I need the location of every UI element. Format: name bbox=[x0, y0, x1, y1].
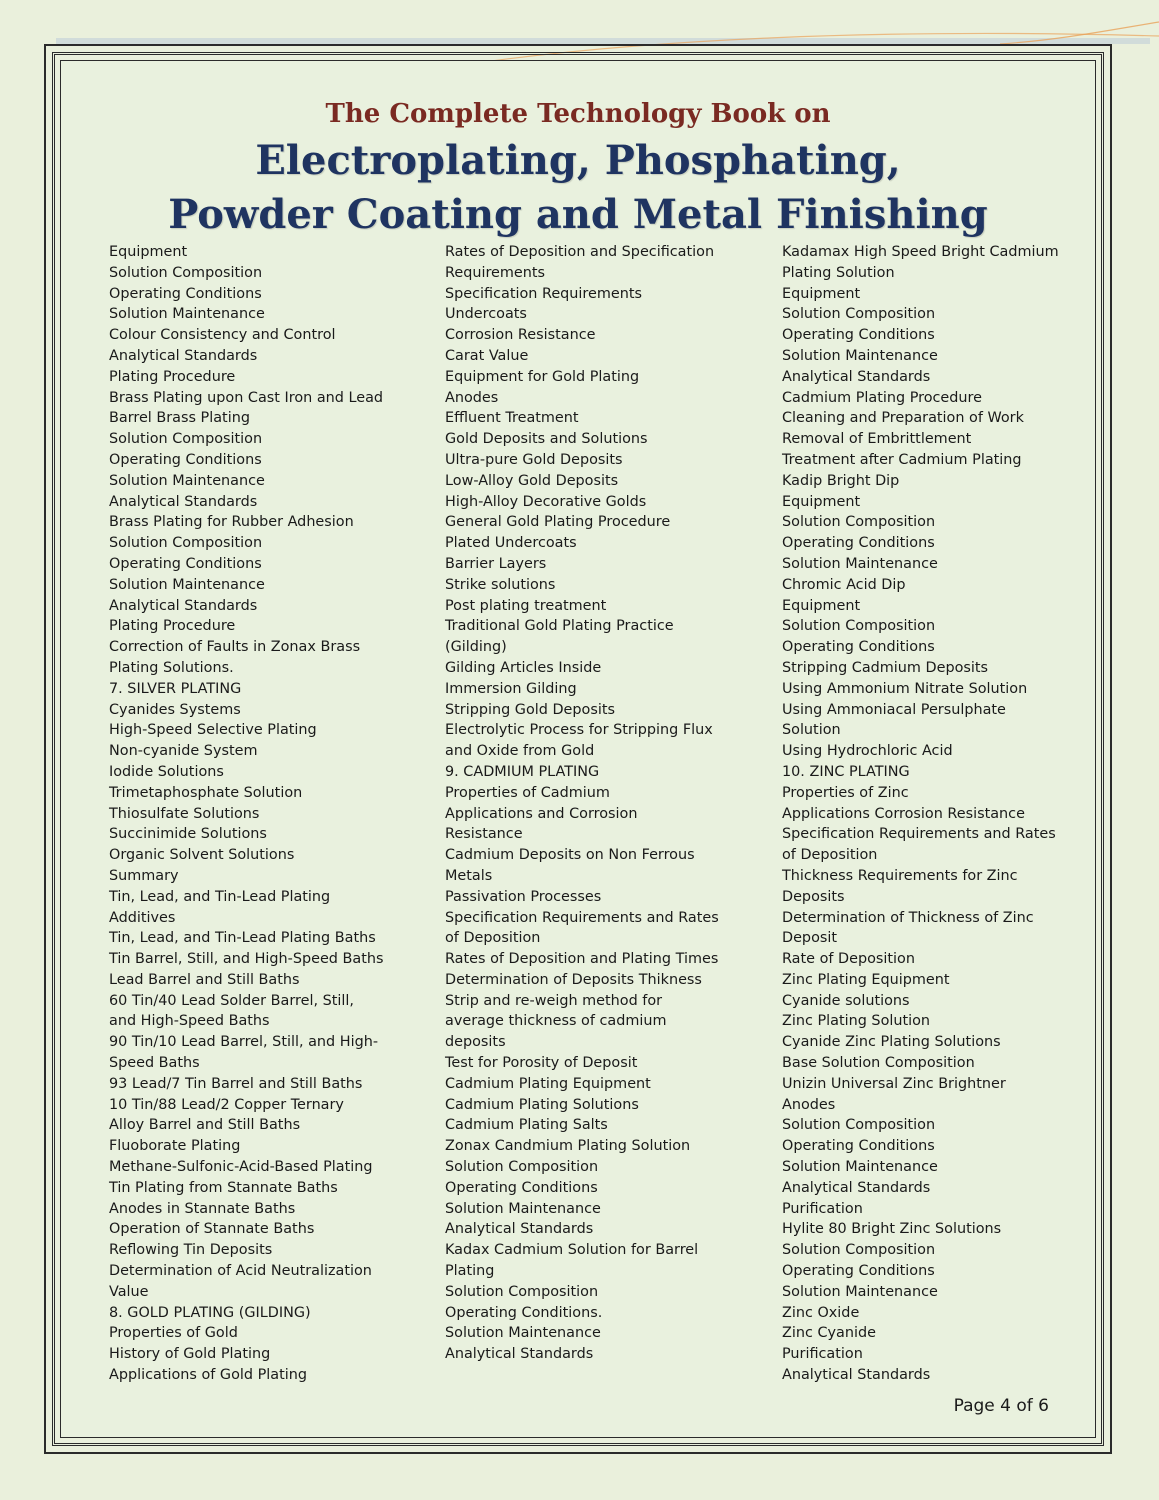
contents-entry: Stripping Gold Deposits bbox=[445, 701, 615, 718]
contents-entry: average thickness of cadmium bbox=[445, 1013, 667, 1030]
contents-entry: Deposits bbox=[782, 888, 845, 905]
contents-entry: Plating Procedure bbox=[109, 368, 236, 385]
contents-entry: Equipment bbox=[782, 493, 861, 510]
contents-entry: Tin Plating from Stannate Baths bbox=[109, 1179, 338, 1196]
contents-entry: Analytical Standards bbox=[109, 493, 258, 510]
contents-entry: Removal of Embrittlement bbox=[782, 431, 972, 448]
book-title-line-2: Powder Coating and Metal Finishing bbox=[168, 191, 988, 238]
contents-entry: Cadmium Deposits on Non Ferrous bbox=[445, 847, 695, 864]
contents-entry: Thickness Requirements for Zinc bbox=[782, 867, 1018, 884]
contents-entry: Solution Composition bbox=[109, 535, 263, 552]
contents-entry: Plating bbox=[445, 1263, 495, 1280]
contents-entry: Colour Consistency and Control bbox=[109, 327, 336, 344]
contents-entry: Operating Conditions bbox=[109, 451, 262, 468]
contents-entry: Specification Requirements and Rates bbox=[445, 909, 719, 926]
contents-entry: Plating Solution bbox=[782, 264, 895, 281]
contents-column-1 bbox=[109, 242, 409, 1386]
contents-entry: Operating Conditions bbox=[782, 535, 935, 552]
contents-entry: Kadip Bright Dip bbox=[782, 472, 900, 489]
contents-entry: Brass Plating upon Cast Iron and Lead bbox=[109, 389, 384, 406]
contents-entry: Solution Composition bbox=[445, 1283, 599, 1300]
contents-entry: Analytical Standards bbox=[109, 597, 258, 614]
contents-entry: Cadmium Plating Equipment bbox=[445, 1075, 651, 1092]
contents-entry: Plating Solutions. bbox=[109, 659, 234, 676]
contents-entry: Unizin Universal Zinc Brightner bbox=[782, 1075, 1006, 1092]
contents-entry: 9. CADMIUM PLATING bbox=[445, 763, 600, 780]
contents-entry: Correction of Faults in Zonax Brass bbox=[109, 639, 361, 656]
contents-entry: Metals bbox=[445, 867, 493, 884]
contents-entry: Low-Alloy Gold Deposits bbox=[445, 472, 619, 489]
contents-entry: Chromic Acid Dip bbox=[782, 576, 906, 593]
contents-entry: History of Gold Plating bbox=[109, 1346, 271, 1363]
contents-entry: Fluoborate Plating bbox=[109, 1138, 241, 1155]
contents-entry: Solution Maintenance bbox=[782, 347, 938, 364]
contents-entry: Iodide Solutions bbox=[109, 763, 224, 780]
contents-entry: Determination of Thickness of Zinc bbox=[782, 909, 1034, 926]
contents-entry: Base Solution Composition bbox=[782, 1055, 975, 1072]
contents-entry: Solution Maintenance bbox=[782, 555, 938, 572]
contents-entry: Zinc Cyanide bbox=[782, 1325, 876, 1342]
contents-entry: Tin, Lead, and Tin-Lead Plating bbox=[109, 888, 331, 905]
contents-entry: Trimetaphosphate Solution bbox=[109, 784, 303, 801]
page-header bbox=[60, 94, 1096, 242]
contents-entry: 60 Tin/40 Lead Solder Barrel, Still, bbox=[109, 992, 354, 1009]
contents-entry: Tin Barrel, Still, and High-Speed Baths bbox=[109, 951, 384, 968]
contents-entry: Solution bbox=[782, 722, 841, 739]
book-pre-title: The Complete Technology Book on bbox=[325, 99, 831, 129]
contents-entry: Using Ammonium Nitrate Solution bbox=[782, 680, 1028, 697]
contents-entry: Operating Conditions bbox=[109, 285, 262, 302]
contents-entry: Operating Conditions bbox=[445, 1179, 598, 1196]
contents-entry: Strip and re-weigh method for bbox=[445, 992, 663, 1009]
contents-entry: and High-Speed Baths bbox=[109, 1013, 270, 1030]
contents-entry: Requirements bbox=[445, 264, 546, 281]
contents-entry: Solution Maintenance bbox=[445, 1200, 601, 1217]
contents-entry: Corrosion Resistance bbox=[445, 327, 596, 344]
contents-entry: High-Speed Selective Plating bbox=[109, 722, 317, 739]
contents-entry: Barrel Brass Plating bbox=[109, 410, 250, 427]
contents-entry: 93 Lead/7 Tin Barrel and Still Baths bbox=[109, 1075, 363, 1092]
contents-entry: Gold Deposits and Solutions bbox=[445, 431, 648, 448]
contents-entry: Additives bbox=[109, 909, 176, 926]
contents-entry: Solution Composition bbox=[109, 431, 263, 448]
contents-entry: (Gilding) bbox=[445, 639, 507, 656]
contents-entry: Reflowing Tin Deposits bbox=[109, 1242, 273, 1259]
contents-entry: Plating Procedure bbox=[109, 618, 236, 635]
contents-entry: Treatment after Cadmium Plating bbox=[782, 451, 1022, 468]
contents-entry: Deposit bbox=[782, 930, 838, 947]
contents-entry: Value bbox=[109, 1283, 149, 1300]
contents-entry: Plated Undercoats bbox=[445, 535, 577, 552]
contents-entry: of Deposition bbox=[445, 930, 541, 947]
contents-entry: Cleaning and Preparation of Work bbox=[782, 410, 1024, 427]
contents-entry: Solution Composition bbox=[445, 1159, 599, 1176]
contents-entry: Solution Maintenance bbox=[109, 306, 265, 323]
contents-entry: Determination of Deposits Thikness bbox=[445, 971, 702, 988]
page-number: Page 4 of 6 bbox=[953, 1396, 1049, 1416]
contents-entry: Methane-Sulfonic-Acid-Based Plating bbox=[109, 1159, 373, 1176]
contents-entry: Properties of Cadmium bbox=[445, 784, 610, 801]
contents-entry: Stripping Cadmium Deposits bbox=[782, 659, 989, 676]
contents-entry: Succinimide Solutions bbox=[109, 826, 267, 843]
contents-entry: Operating Conditions bbox=[782, 639, 935, 656]
contents-entry: Cyanide Zinc Plating Solutions bbox=[782, 1034, 1001, 1051]
contents-entry: Analytical Standards bbox=[445, 1221, 594, 1238]
contents-entry: High-Alloy Decorative Golds bbox=[445, 493, 647, 510]
contents-entry: Equipment bbox=[782, 285, 861, 302]
contents-entry: Analytical Standards bbox=[782, 1179, 931, 1196]
contents-entry: of Deposition bbox=[782, 847, 878, 864]
contents-entry: Electrolytic Process for Stripping Flux bbox=[445, 722, 713, 739]
contents-entry: Anodes bbox=[782, 1096, 836, 1113]
contents-entry: Operating Conditions bbox=[109, 555, 262, 572]
contents-entry: Equipment bbox=[109, 244, 188, 260]
contents-entry: Carat Value bbox=[445, 347, 529, 364]
contents-entry: Undercoats bbox=[445, 306, 527, 323]
contents-entry: Equipment for Gold Plating bbox=[445, 368, 640, 385]
contents-entry: 90 Tin/10 Lead Barrel, Still, and High- bbox=[109, 1034, 379, 1051]
contents-entry: Zinc Plating Solution bbox=[782, 1013, 931, 1030]
contents-entry: 10. ZINC PLATING bbox=[782, 763, 910, 780]
contents-entry: Properties of Zinc bbox=[782, 784, 909, 801]
contents-entry: Cadmium Plating Solutions bbox=[445, 1096, 639, 1113]
contents-entry: Zinc Oxide bbox=[782, 1304, 860, 1321]
contents-entry: Analytical Standards bbox=[109, 347, 258, 364]
contents-entry: Determination of Acid Neutralization bbox=[109, 1263, 372, 1280]
contents-entry: Purification bbox=[782, 1346, 863, 1363]
contents-entry: Kadamax High Speed Bright Cadmium bbox=[782, 244, 1059, 260]
contents-entry: Solution Composition bbox=[782, 514, 936, 531]
contents-entry: Using Hydrochloric Acid bbox=[782, 743, 953, 760]
contents-entry: Solution Maintenance bbox=[109, 472, 265, 489]
contents-entry: Solution Maintenance bbox=[445, 1325, 601, 1342]
contents-entry: Rates of Deposition and Plating Times bbox=[445, 951, 719, 968]
contents-entry: Cadmium Plating Salts bbox=[445, 1117, 608, 1134]
contents-entry: Barrier Layers bbox=[445, 555, 547, 572]
contents-entry: Alloy Barrel and Still Baths bbox=[109, 1117, 301, 1134]
contents-entry: Anodes in Stannate Baths bbox=[109, 1200, 296, 1217]
contents-entry: Applications of Gold Plating bbox=[109, 1367, 307, 1384]
contents-entry: 8. GOLD PLATING (GILDING) bbox=[109, 1304, 311, 1321]
contents-entry: Anodes bbox=[445, 389, 499, 406]
contents-entry: Solution Composition bbox=[782, 618, 936, 635]
contents-entry: Tin, Lead, and Tin-Lead Plating Baths bbox=[109, 930, 376, 947]
contents-entry: Resistance bbox=[445, 826, 523, 843]
contents-entry: Using Ammoniacal Persulphate bbox=[782, 701, 1006, 718]
contents-entry: Analytical Standards bbox=[445, 1346, 594, 1363]
contents-entry: 10 Tin/88 Lead/2 Copper Ternary bbox=[109, 1096, 344, 1113]
contents-column-2 bbox=[445, 242, 745, 1365]
contents-entry: Speed Baths bbox=[109, 1055, 200, 1072]
contents-column-3 bbox=[782, 242, 1082, 1386]
contents-entry: Applications and Corrosion bbox=[445, 805, 638, 822]
contents-entry: Solution Maintenance bbox=[782, 1159, 938, 1176]
contents-entry: Rate of Deposition bbox=[782, 951, 915, 968]
contents-entry: Equipment bbox=[782, 597, 861, 614]
contents-entry: Properties of Gold bbox=[109, 1325, 238, 1342]
contents-entry: Cyanide solutions bbox=[782, 992, 910, 1009]
contents-entry: deposits bbox=[445, 1034, 506, 1051]
contents-entry: Specification Requirements bbox=[445, 285, 643, 302]
contents-entry: Operating Conditions bbox=[782, 1138, 935, 1155]
contents-entry: Operating Conditions. bbox=[445, 1304, 603, 1321]
contents-entry: Analytical Standards bbox=[782, 1367, 931, 1384]
contents-entry: Brass Plating for Rubber Adhesion bbox=[109, 514, 354, 531]
contents-entry: Traditional Gold Plating Practice bbox=[445, 618, 674, 635]
contents-entry: Operating Conditions bbox=[782, 327, 935, 344]
contents-entry: Non-cyanide System bbox=[109, 743, 258, 760]
contents-entry: Specification Requirements and Rates bbox=[782, 826, 1056, 843]
contents-entry: Applications Corrosion Resistance bbox=[782, 805, 1025, 822]
contents-entry: Solution Composition bbox=[782, 306, 936, 323]
contents-entry: Zonax Candmium Plating Solution bbox=[445, 1138, 691, 1155]
contents-entry: Analytical Standards bbox=[782, 368, 931, 385]
contents-entry: Hylite 80 Bright Zinc Solutions bbox=[782, 1221, 1002, 1238]
contents-entry: Cadmium Plating Procedure bbox=[782, 389, 982, 406]
contents-entry: Rates of Deposition and Specification bbox=[445, 244, 715, 260]
contents-entry: Cyanides Systems bbox=[109, 701, 241, 718]
contents-entry: and Oxide from Gold bbox=[445, 743, 595, 760]
contents-entry: General Gold Plating Procedure bbox=[445, 514, 671, 531]
contents-entry: Test for Porosity of Deposit bbox=[445, 1055, 638, 1072]
contents-entry: Operation of Stannate Baths bbox=[109, 1221, 315, 1238]
contents-entry: Strike solutions bbox=[445, 576, 556, 593]
contents-entry: Kadax Cadmium Solution for Barrel bbox=[445, 1242, 699, 1259]
contents-entry: Purification bbox=[782, 1200, 863, 1217]
contents-entry: Solution Composition bbox=[109, 264, 263, 281]
contents-entry: Gilding Articles Inside bbox=[445, 659, 602, 676]
contents-entry: Summary bbox=[109, 867, 179, 884]
book-title-line-1: Electroplating, Phosphating, bbox=[255, 137, 901, 184]
contents-entry: 7. SILVER PLATING bbox=[109, 680, 242, 697]
contents-entry: Ultra-pure Gold Deposits bbox=[445, 451, 623, 468]
contents-entry: Zinc Plating Equipment bbox=[782, 971, 950, 988]
contents-entry: Lead Barrel and Still Baths bbox=[109, 971, 300, 988]
contents-entry: Solution Composition bbox=[782, 1242, 936, 1259]
contents-entry: Thiosulfate Solutions bbox=[109, 805, 260, 822]
contents-entry: Solution Maintenance bbox=[109, 576, 265, 593]
contents-entry: Effluent Treatment bbox=[445, 410, 579, 427]
contents-entry: Organic Solvent Solutions bbox=[109, 847, 295, 864]
contents-entry: Operating Conditions bbox=[782, 1263, 935, 1280]
contents-entry: Passivation Processes bbox=[445, 888, 602, 905]
contents-entry: Immersion Gilding bbox=[445, 680, 577, 697]
contents-entry: Solution Composition bbox=[782, 1117, 936, 1134]
contents-entry: Post plating treatment bbox=[445, 597, 607, 614]
contents-entry: Solution Maintenance bbox=[782, 1283, 938, 1300]
